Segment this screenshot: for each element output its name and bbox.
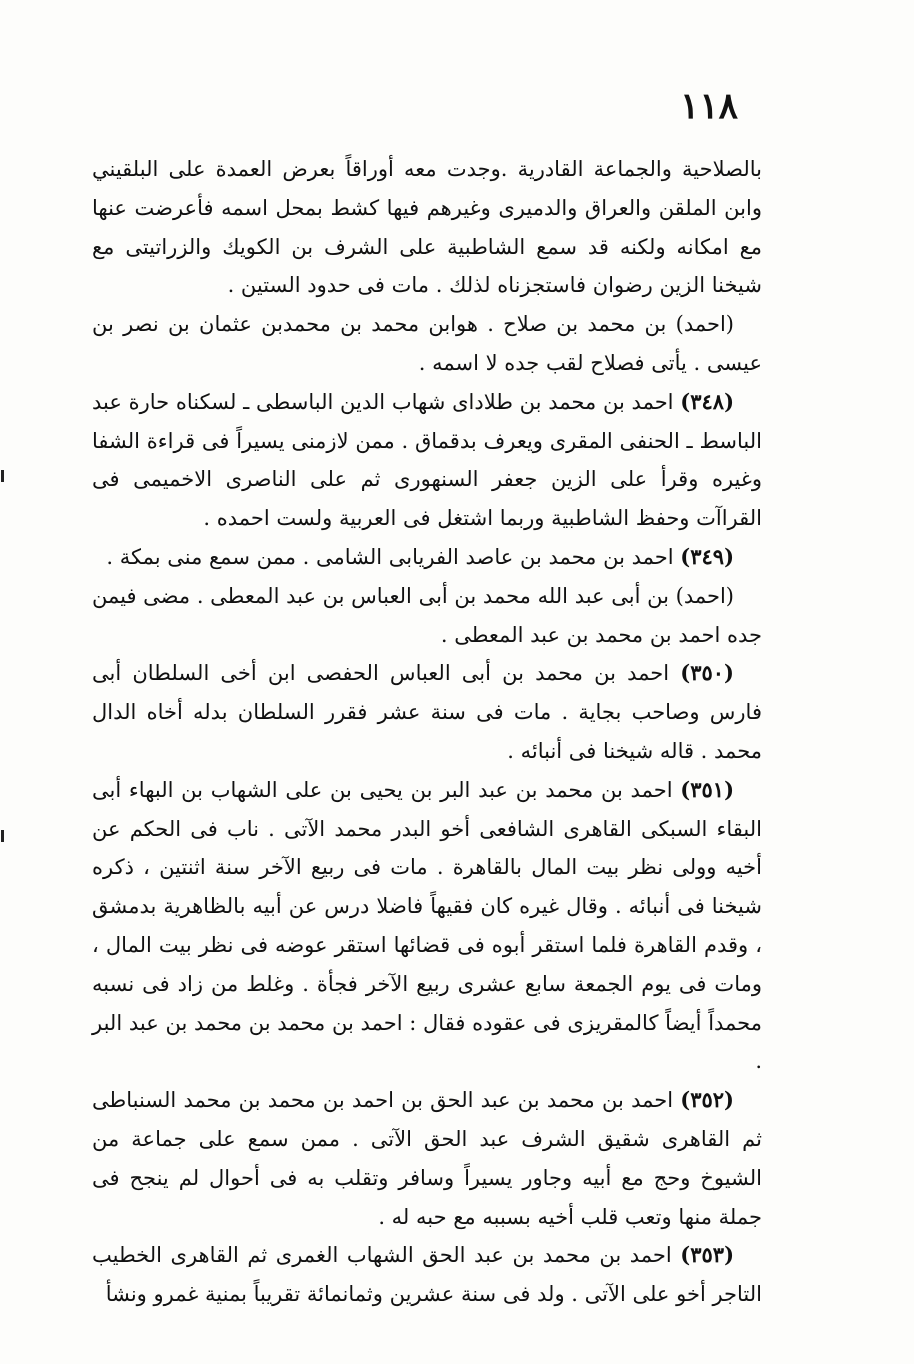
entry-continuation <box>92 150 762 305</box>
entry-text: احمد بن محمد بن أبى العباس الحفصى ابن أخى السلطان أبى فارس وصاحب بجاية . مات فى سنة عشر فقرر السلطان بدله أخاه الدال محمد . قاله شيخنا فى أنبائه . <box>92 661 762 763</box>
entry-text: احمد بن محمد بن عاصد الفريابى الشامى . ممن سمع منى بمكة . <box>106 544 674 569</box>
entry-number: (٣٥٣) <box>680 1242 734 1268</box>
entry-number: (٣٥١) <box>680 776 734 802</box>
entry-352 <box>92 1081 762 1236</box>
entry-cross-reference <box>92 577 762 655</box>
entry-353 <box>92 1236 762 1314</box>
entry-text: (احمد) بن محمد بن صلاح . هوابن محمد بن محمدبن عثمان بن نصر بن عيسى . يأتى فصلاح لقب جده لا اسمه . <box>92 312 762 375</box>
entry-348 <box>92 383 762 538</box>
entry-number: (٣٤٨) <box>680 388 734 414</box>
entry-cross-reference <box>92 305 762 383</box>
entry-text: احمد بن محمد بن طلاداى شهاب الدين الباسطى ـ لسكناه حارة عبد الباسط ـ الحنفى المقرى ويعرف بدقماق . ممن لازمنى يسيراً فى قراءة الشفا وغيره وقرأ على الزين جعفر السنهورى ثم على الناصرى الاخميمى فى القراآت وحفظ الشاطبية وربما اشتغل فى العربية ولست احمده . <box>92 389 762 531</box>
entry-number: (٣٤٩) <box>680 543 734 569</box>
entry-number: (٣٥٠) <box>680 660 734 686</box>
margin-mark <box>1 470 4 482</box>
entry-text: (احمد) بن أبى عبد الله محمد بن أبى العباس بن عبد المعطى . مضى فيمن جده احمد بن محمد بن عبد المعطى . <box>92 583 762 647</box>
entry-number: (٣٥٢) <box>680 1087 734 1113</box>
entry-351 <box>92 771 762 1081</box>
entry-text: احمد بن محمد بن عبد البر بن يحيى بن على الشهاب بن البهاء أبى البقاء السبكى القاهرى الشافعى أخو البدر محمد الآتى . ناب فى الحكم عن أخيه وولى نظر بيت المال بالقاهرة . مات فى ربيع الآخر سنة اثنتين ، ذكره شيخنا فى أنبائه . وقال غيره كان فقيهاً فاضلا درس عن أبيه بالظاهرية بدمشق ، وقدم القاهرة فلما استقر أبوه فى قضائها استقر عوضه فى نظر بيت المال ، ومات فى يوم الجمعة سابع عشرى ربيع الآخر فجأة . وغلط من زاد فى نسبه محمداً أيضاً كالمقريزى فى عقوده فقال : احمد بن محمد بن محمد بن عبد البر . <box>92 777 762 1074</box>
page-number: ١١٨ <box>679 85 738 127</box>
main-text <box>92 150 762 1314</box>
margin-mark <box>1 830 4 842</box>
entry-text: احمد بن محمد بن عبد الحق بن احمد بن محمد بن محمد السنباطى ثم القاهرى شقيق الشرف عبد الحق الآتى . ممن سمع على جماعة من الشيوخ وحج مع أبيه وجاور يسيراً وسافر وتقلب به فى أحوال لم ينجح فى جملة منها وتعب قلب أخيه بسببه مع حبه له . <box>92 1088 762 1229</box>
entry-text: احمد بن محمد بن عبد الحق الشهاب الغمرى ثم القاهرى الخطيب التاجر أخو على الآتى . ولد فى سنة عشرين وثمانمائة تقريباً بمنية غمرو ونشأ <box>92 1243 762 1307</box>
entry-349 <box>92 538 762 577</box>
entry-350 <box>92 654 762 770</box>
entry-text: بالصلاحية والجماعة القادرية .وجدت معه أوراقاً بعرض العمدة على البلقيني وابن الملقن والعراق والدميرى وغيرهم فيها كشط بمحل اسمه فأعرضت عنها مع امكانه ولكنه قد سمع الشاطبية على الشرف بن الكويك والزراتيتى مع شيخنا الزين رضوان فاستجزناه لذلك . مات فى حدود الستين . <box>92 157 762 298</box>
